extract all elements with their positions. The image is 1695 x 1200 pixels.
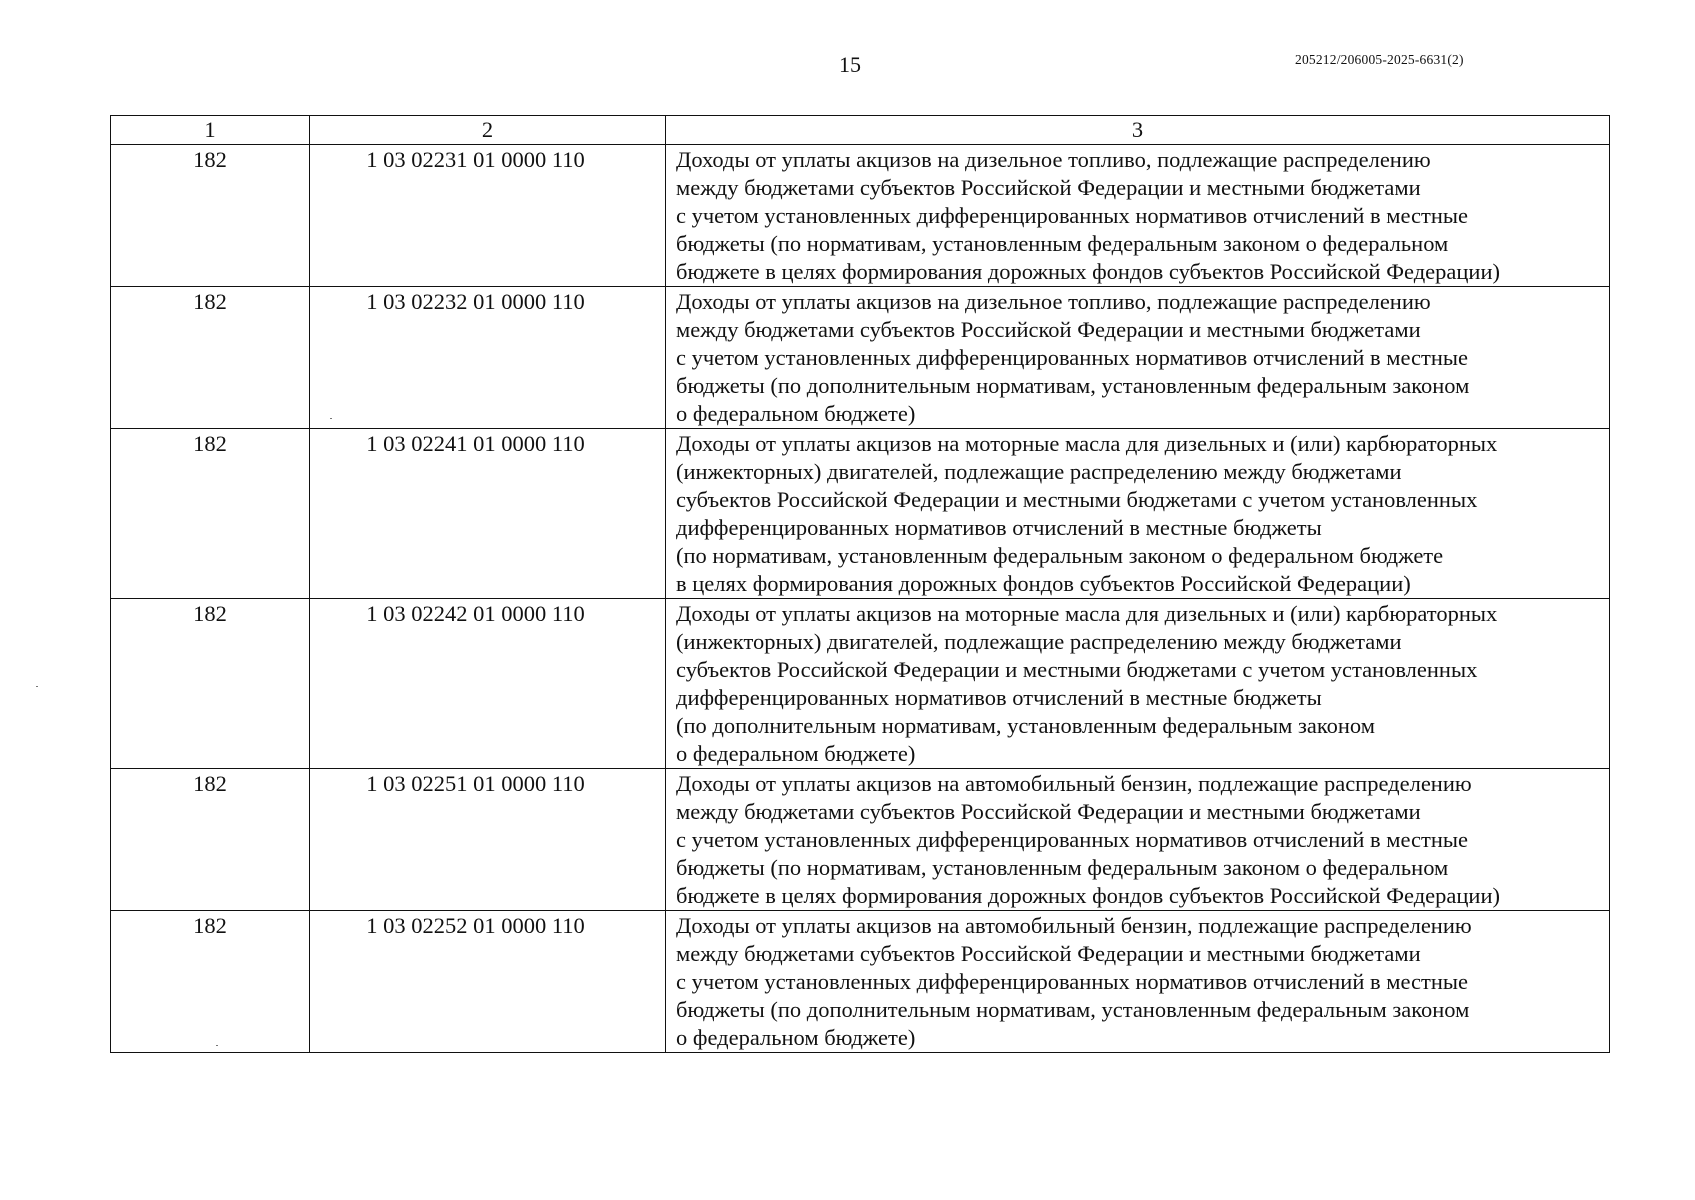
description-line: с учетом установленных дифференцированных нормативов отчислений в местные [676,969,1468,994]
budget-classification-code-cell: 1 03 02231 01 0000 110 [310,145,666,287]
admin-code-cell: 182 [111,429,310,599]
description-line: бюджеты (по дополнительным нормативам, установленным федеральным законом [676,373,1470,398]
description-line: субъектов Российской Федерации и местными бюджетами с учетом установленных [676,657,1478,682]
table-body [111,145,1610,1053]
description-line: Доходы от уплаты акцизов на автомобильный бензин, подлежащие распределению [676,771,1472,796]
description-line: (по нормативам, установленным федеральным законом о федеральном бюджете [676,543,1444,568]
description-line: Доходы от уплаты акцизов на моторные масла для дизельных и (или) карбюраторных [676,601,1498,626]
table-row [111,911,1610,1053]
budget-classification-code-cell: 1 03 02242 01 0000 110 [310,599,666,769]
description-line: о федеральном бюджете) [676,401,916,426]
table-row [111,287,1610,429]
revenue-description-cell [666,599,1610,769]
description-line: с учетом установленных дифференцированных нормативов отчислений в местные [676,345,1468,370]
admin-code-cell: 182 [111,911,310,1053]
budget-classification-code-cell: 1 03 02241 01 0000 110 [310,429,666,599]
budget-classification-code-cell: 1 03 02232 01 0000 110 [310,287,666,429]
admin-code-cell: 182 [111,145,310,287]
scan-speck [36,686,38,687]
column-header-1: 1 [111,116,310,145]
revenue-description-cell [666,911,1610,1053]
scan-speck [216,1045,218,1046]
column-number-row [111,116,1610,145]
column-header-3: 3 [666,116,1610,145]
description-line: Доходы от уплаты акцизов на автомобильный бензин, подлежащие распределению [676,913,1472,938]
revenue-description-cell [666,145,1610,287]
table-row [111,599,1610,769]
column-header-2: 2 [310,116,666,145]
description-line: с учетом установленных дифференцированных нормативов отчислений в местные [676,827,1468,852]
description-line: между бюджетами субъектов Российской Федерации и местными бюджетами [676,317,1421,342]
table-header [111,116,1610,145]
description-line: (по дополнительным нормативам, установленным федеральным законом [676,713,1375,738]
table-row [111,769,1610,911]
description-line: Доходы от уплаты акцизов на дизельное топливо, подлежащие распределению [676,289,1431,314]
description-line: (инжекторных) двигателей, подлежащие распределению между бюджетами [676,629,1402,654]
description-line: о федеральном бюджете) [676,1025,916,1050]
page-number: 15 [839,52,861,77]
description-line: в целях формирования дорожных фондов субъектов Российской Федерации) [676,571,1411,596]
description-line: с учетом установленных дифференцированных нормативов отчислений в местные [676,203,1468,228]
description-line: дифференцированных нормативов отчислений в местные бюджеты [676,515,1322,540]
table-row [111,145,1610,287]
description-line: дифференцированных нормативов отчислений в местные бюджеты [676,685,1322,710]
revenue-description-cell [666,769,1610,911]
admin-code-cell: 182 [111,599,310,769]
description-line: между бюджетами субъектов Российской Федерации и местными бюджетами [676,175,1421,200]
description-line: бюджете в целях формирования дорожных фондов субъектов Российской Федерации) [676,259,1500,284]
revenue-description-cell [666,429,1610,599]
scan-speck [330,418,332,419]
document-id: 205212/206005-2025-6631(2) [1295,52,1464,67]
description-line: между бюджетами субъектов Российской Федерации и местными бюджетами [676,941,1421,966]
description-line: между бюджетами субъектов Российской Федерации и местными бюджетами [676,799,1421,824]
admin-code-cell: 182 [111,287,310,429]
description-line: о федеральном бюджете) [676,741,916,766]
description-line: субъектов Российской Федерации и местными бюджетами с учетом установленных [676,487,1478,512]
budget-classification-code-cell: 1 03 02252 01 0000 110 [310,911,666,1053]
description-line: бюджеты (по нормативам, установленным федеральным законом о федеральном [676,855,1449,880]
budget-revenue-table [110,115,1610,1053]
description-line: Доходы от уплаты акцизов на моторные масла для дизельных и (или) карбюраторных [676,431,1498,456]
description-line: бюджеты (по дополнительным нормативам, установленным федеральным законом [676,997,1470,1022]
budget-classification-code-cell: 1 03 02251 01 0000 110 [310,769,666,911]
revenue-description-cell [666,287,1610,429]
description-line: бюджете в целях формирования дорожных фондов субъектов Российской Федерации) [676,883,1500,908]
description-line: Доходы от уплаты акцизов на дизельное топливо, подлежащие распределению [676,147,1431,172]
admin-code-cell: 182 [111,769,310,911]
description-line: (инжекторных) двигателей, подлежащие распределению между бюджетами [676,459,1402,484]
description-line: бюджеты (по нормативам, установленным федеральным законом о федеральном [676,231,1449,256]
table-row [111,429,1610,599]
